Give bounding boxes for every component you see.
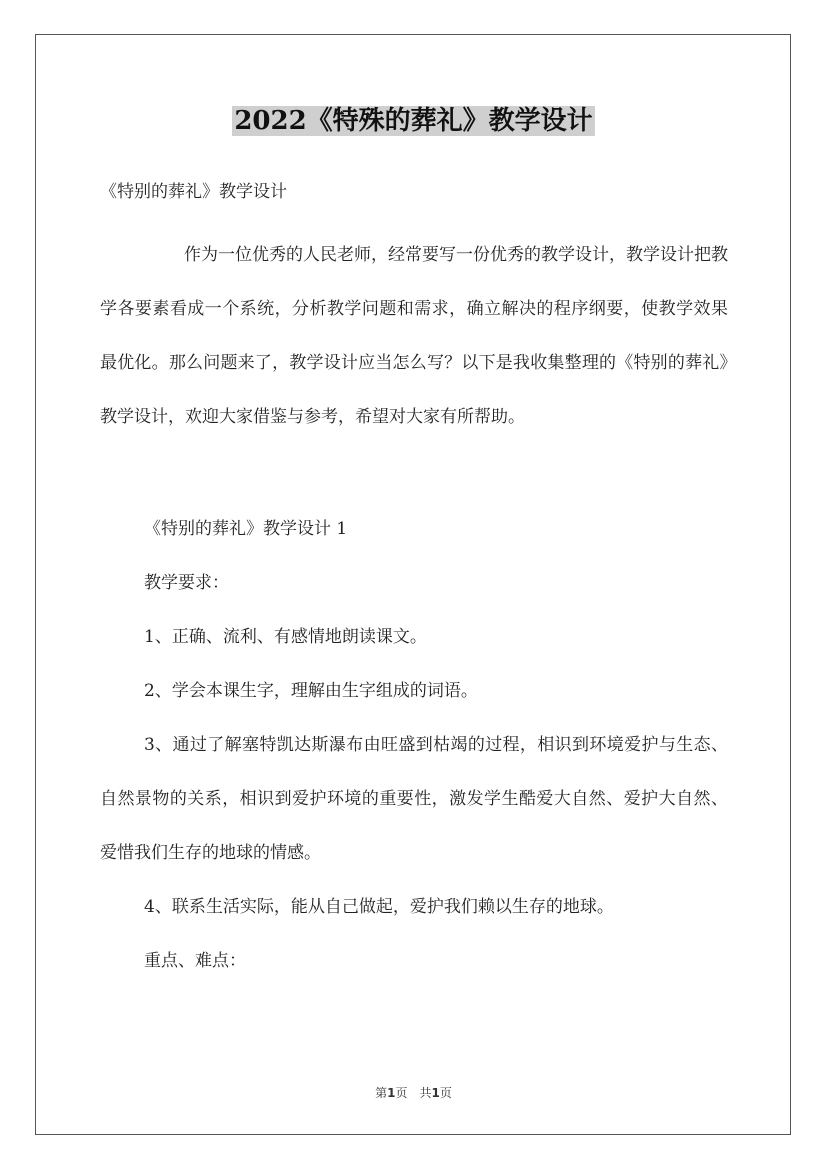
requirement-item-2: 2、学会本课生字，理解由生字组成的词语。 [144, 681, 478, 701]
document-subtitle: 《特别的葬礼》教学设计 [100, 182, 287, 202]
total-unit: 页 [439, 1086, 452, 1100]
page-total: 1 [431, 1086, 440, 1100]
section-1 [100, 502, 728, 988]
section-heading: 《特别的葬礼》教学设计 1 [144, 519, 348, 539]
requirement-item-4: 4、联系生活实际，能从自己做起，爱护我们赖以生存的地球。 [144, 897, 614, 917]
document-body [100, 172, 728, 988]
intro-paragraph: 作为一位优秀的人民老师，经常要写一份优秀的教学设计，教学设计把教学各要素看成一个系统，分析教学问题和需求，确立解决的程序纲要，使教学效果最优化。那么问题来了，教学设计应当怎么写？以下是我收集整理的《特别的葬礼》教学设计，欢迎大家借鉴与参考，希望对大家有所帮助。 [100, 245, 728, 427]
requirements-label: 教学要求： [144, 573, 229, 593]
page-current: 1 [387, 1086, 396, 1100]
page-footer [0, 1083, 827, 1103]
document-title [0, 101, 827, 141]
focus-label: 重点、难点： [144, 951, 246, 971]
document-title-text: 2022《特殊的葬礼》教学设计 [234, 106, 593, 136]
page-prefix: 第 [375, 1086, 388, 1100]
total-prefix: 共 [419, 1086, 432, 1100]
requirement-item-3: 3、通过了解塞特凯达斯瀑布由旺盛到枯竭的过程，相识到环境爱护与生态、自然景物的关系，相识到爱护环境的重要性，激发学生酷爱大自然、爱护大自然、爱惜我们生存的地球的情感。 [100, 735, 728, 863]
requirement-item-1: 1、正确、流利、有感情地朗读课文。 [144, 627, 427, 647]
page-unit: 页 [395, 1086, 408, 1100]
